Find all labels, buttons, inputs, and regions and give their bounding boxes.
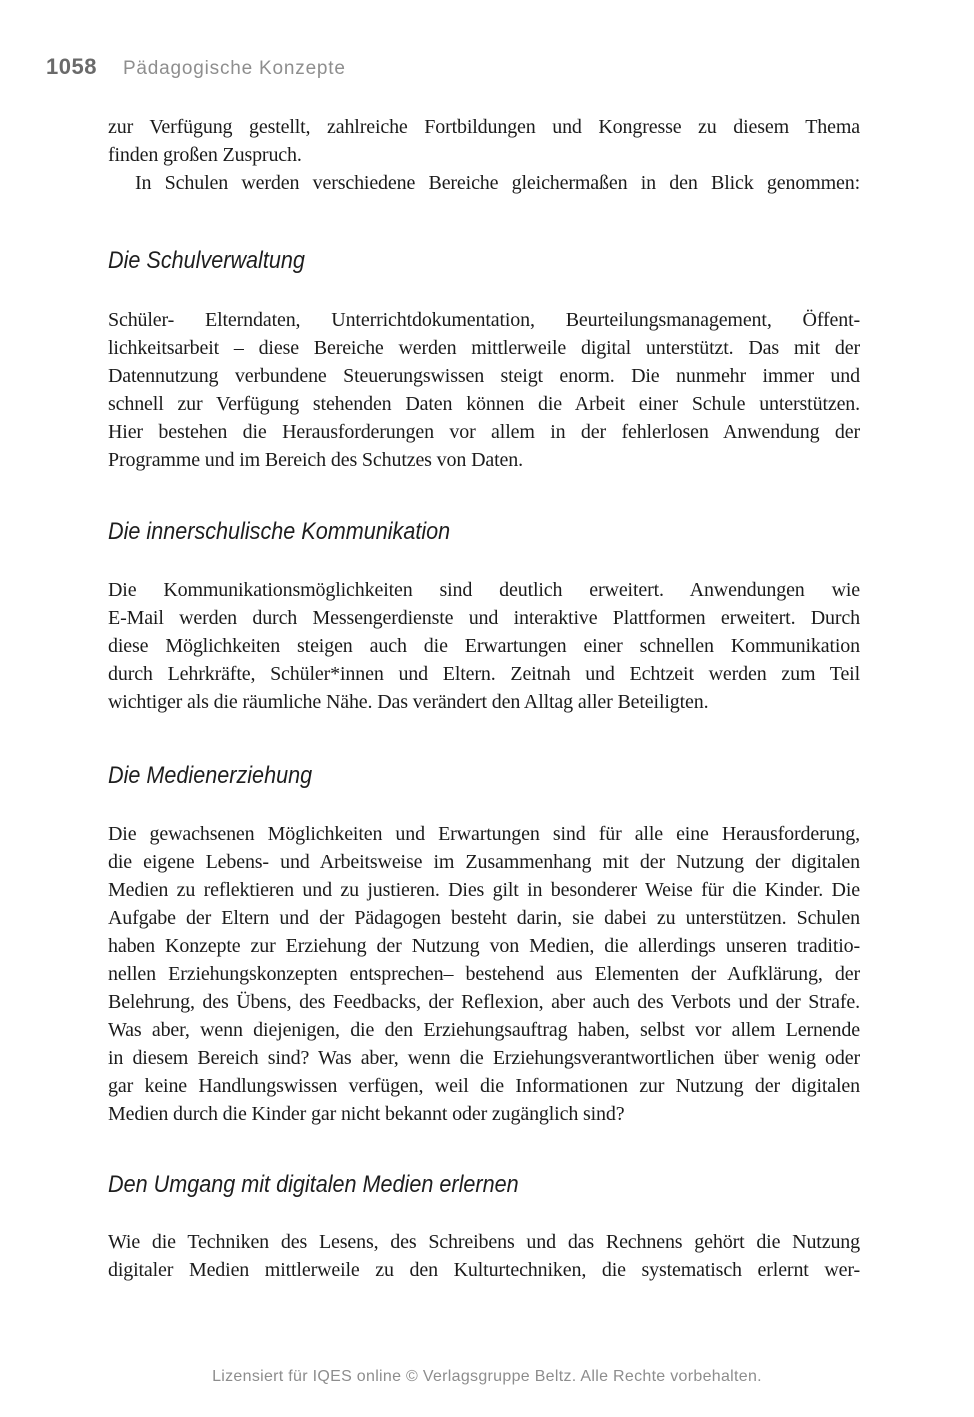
text-line: zur Verfügung gestellt, zahlreiche Fortbildungen und Kongresse zu diesem Thema	[108, 116, 860, 138]
section-paragraph-schulverwaltung	[108, 306, 860, 474]
text-line: E-Mail werden durch Messengerdienste und interaktive Plattformen erweitert. Durch	[108, 607, 860, 629]
intro-paragraph-b	[108, 169, 860, 197]
page-number: 1058	[46, 54, 97, 79]
section-heading-kommunikation: Die innerschulische Kommunikation	[108, 518, 451, 545]
intro-paragraph-a	[108, 113, 860, 169]
text-line: haben Konzepte zur Erziehung der Nutzung von Medien, die allerdings unseren traditio-	[108, 935, 860, 957]
text-line: diese Möglichkeiten steigen auch die Erwartungen einer schnellen Kommunikation	[108, 635, 860, 657]
text-line: wichtiger als die räumliche Nähe. Das verändert den Alltag aller Beteiligten.	[108, 691, 709, 713]
text-line: Die Kommunikationsmöglichkeiten sind deutlich erweitert. Anwendungen wie	[108, 579, 860, 601]
section-paragraph-umgang	[108, 1228, 860, 1284]
section-paragraph-kommunikation	[108, 576, 860, 716]
section-heading-umgang: Den Umgang mit digitalen Medien erlernen	[108, 1171, 519, 1198]
text-line: Medien durch die Kinder gar nicht bekannt oder zugänglich sind?	[108, 1103, 625, 1125]
text-line: lichkeitsarbeit – diese Bereiche werden mittlerweile digital unterstützt. Das mit der	[108, 337, 860, 359]
text-line: finden großen Zuspruch.	[108, 144, 302, 166]
text-line: Belehrung, des Übens, des Feedbacks, der Reflexion, aber auch des Verbots und der Strafe.	[108, 991, 860, 1013]
running-title: Pädagogische Konzepte	[122, 58, 346, 79]
text-line: Medien zu reflektieren und zu justieren. Dies gilt in besonderer Weise für die Kinder. Die	[108, 879, 860, 901]
text-line: Schüler- Elterndaten, Unterrichtdokumentation, Beurteilungsmanagement, Öffent-	[108, 309, 860, 331]
license-footer: Lizensiert für IQES online © Verlagsgruppe Beltz. Alle Rechte vorbehalten.	[212, 1368, 762, 1385]
text-line: Was aber, wenn diejenigen, die den Erziehungsauftrag haben, selbst vor allem Lernende	[108, 1019, 860, 1041]
text-line: In Schulen werden verschiedene Bereiche gleichermaßen in den Blick genommen:	[135, 172, 860, 194]
text-line: Hier bestehen die Herausforderungen vor allem in der fehlerlosen Anwendung der	[108, 421, 860, 443]
text-line: Programme und im Bereich des Schutzes von Daten.	[108, 449, 523, 471]
running-header	[46, 54, 346, 80]
text-line: in diesem Bereich sind? Was aber, wenn die Erziehungsverantwortlichen über wenig oder	[108, 1047, 860, 1069]
text-line: die eigene Lebens- und Arbeitsweise im Zusammenhang mit der Nutzung der digitalen	[108, 851, 860, 873]
section-heading-schulverwaltung: Die Schulverwaltung	[108, 247, 305, 274]
text-line: durch Lehrkräfte, Schüler*innen und Eltern. Zeitnah und Echtzeit werden zum Teil	[108, 663, 860, 685]
text-line: Die gewachsenen Möglichkeiten und Erwartungen sind für alle eine Herausforderung,	[108, 823, 860, 845]
text-line: nellen Erziehungskonzepten entsprechen– bestehend aus Elementen der Aufklärung, der	[108, 963, 860, 985]
text-line: schnell zur Verfügung stehenden Daten können die Arbeit einer Schule unterstützen.	[108, 393, 860, 415]
text-line: digitaler Medien mittlerweile zu den Kulturtechniken, die systematisch erlernt wer-	[108, 1259, 860, 1281]
text-line: Wie die Techniken des Lesens, des Schreibens und das Rechnens gehört die Nutzung	[108, 1231, 860, 1253]
text-line: gar keine Handlungswissen verfügen, weil die Informationen zur Nutzung der digitalen	[108, 1075, 860, 1097]
text-line: Aufgabe der Eltern und der Pädagogen besteht darin, sie dabei zu unterstützen. Schulen	[108, 907, 860, 929]
text-line: Datennutzung verbundene Steuerungswissen steigt enorm. Die nunmehr immer und	[108, 365, 860, 387]
section-paragraph-medienerziehung	[108, 820, 860, 1128]
section-heading-medienerziehung: Die Medienerziehung	[108, 762, 313, 789]
